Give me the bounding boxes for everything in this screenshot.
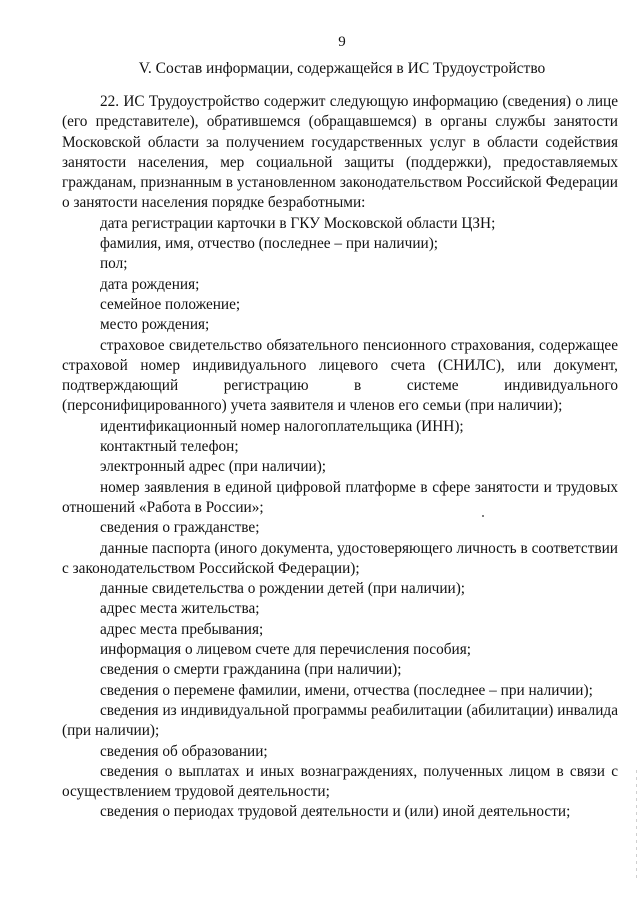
list-item-email: электронный адрес (при наличии); [100, 458, 327, 476]
list-item-marital-status: семейное положение; [100, 295, 241, 313]
list-item-residence-address: адрес места жительства; [100, 600, 260, 618]
intro-paragraph: 22. ИС Трудоустройство содержит следующую информацию (сведения) о лице (его представителе), обратившемся (обращавшемся) в органы службы занятости Московской области за получением государственных услуг в области содействия занятости населения, мер социальной защиты (поддержки), предоставляемых гражданам, признанным в установленном законодательством Российской Федерации о занятости населения порядке безработными: [62, 93, 618, 212]
list-item-work-periods: сведения о периодах трудовой деятельности и (или) иной деятельности; [100, 803, 571, 821]
list-item-inn: идентификационный номер налогоплательщика (ИНН); [100, 417, 464, 435]
page-number: 9 [338, 34, 346, 50]
list-item-birth-date: дата рождения; [100, 275, 200, 293]
list-item-full-name: фамилия, имя, отчество (последнее – при наличии); [100, 235, 439, 253]
list-item-passport: данные паспорта (иного документа, удостоверяющего личность в соответствии с законодательством Российской Федерации); [62, 539, 618, 577]
list-item-benefit-account: информация о лицевом счете для перечисления пособия; [100, 641, 472, 659]
scan-edge-mark [636, 770, 637, 880]
list-item-birth-place: место рождения; [100, 316, 210, 334]
list-item-citizenship: сведения о гражданстве; [100, 519, 260, 537]
list-item-children-birth-certificates: данные свидетельства о рождении детей (при наличии); [100, 580, 466, 598]
list-item-sex: пол; [100, 255, 128, 273]
list-item-name-change: сведения о перемене фамилии, имени, отчества (последнее – при наличии); [100, 681, 593, 699]
list-item-snils: страховое свидетельство обязательного пенсионного страхования, содержащее страховой номер индивидуального лицевого счета (СНИЛС), или документ, подтверждающий регистрацию в системе индивидуального (персонифицированного) учета заявителя и членов его семьи (при наличии); [62, 336, 618, 415]
list-item-registration-date: дата регистрации карточки в ГКУ Московской области ЦЗН; [100, 214, 496, 232]
list-item-payments: сведения о выплатах и иных вознаграждениях, полученных лицом в связи с осуществлением трудовой деятельности; [62, 762, 618, 801]
list-item-death-info: сведения о смерти гражданина (при наличии); [100, 661, 402, 679]
scan-speck [482, 515, 484, 517]
section-title: V. Состав информации, содержащейся в ИС Трудоустройство [138, 60, 546, 77]
document-body [62, 92, 618, 823]
list-item-education: сведения об образовании; [100, 742, 268, 760]
list-item-stay-address: адрес места пребывания; [100, 620, 264, 638]
list-item-rehabilitation-program: сведения из индивидуальной программы реабилитации (абилитации) инвалида (при наличии); [62, 701, 618, 740]
list-item-phone: контактный телефон; [100, 438, 239, 456]
list-item-application-number: номер заявления в единой цифровой платформе в сфере занятости и трудовых отношений «Работа в России»; [62, 478, 618, 516]
